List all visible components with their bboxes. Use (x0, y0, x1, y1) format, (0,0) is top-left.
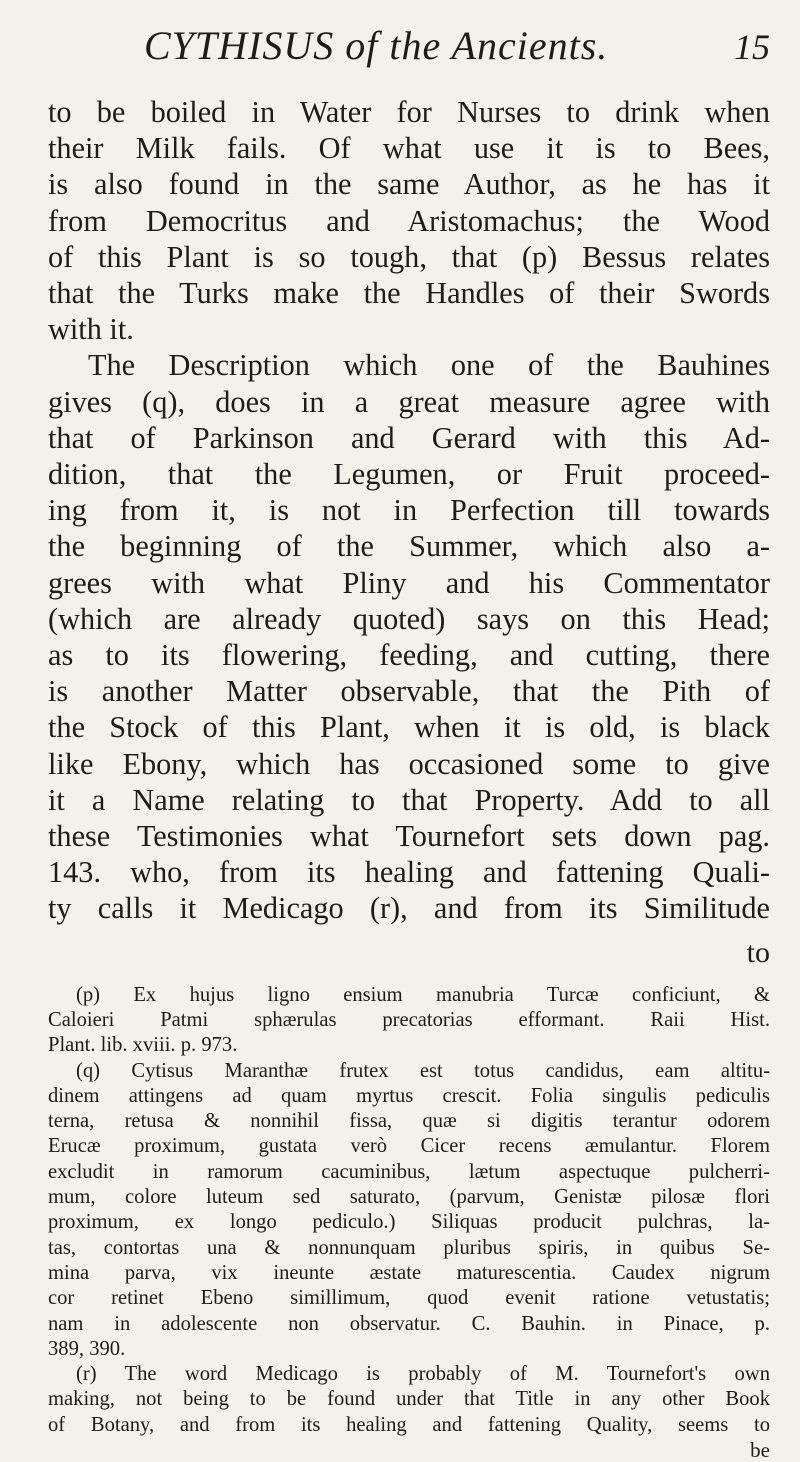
text-line: the Stock of this Plant, when it is old, is black (48, 710, 770, 745)
footnote-line: of Botany, and from its healing and fattening Quality, seems to (48, 1413, 770, 1436)
footnote-line: proximum, ex longo pediculo.) Siliquas producit pulchras, la- (48, 1211, 770, 1234)
text-line: with it. (48, 312, 134, 347)
text-line: that the Turks make the Handles of their Swords (48, 276, 770, 311)
footnote-line: making, not being to be found under that Title in any other Book (48, 1388, 770, 1411)
text-line: ing from it, is not in Perfection till towards (48, 493, 770, 528)
text-line: it a Name relating to that Property. Add to all (48, 782, 770, 817)
text-line: that of Parkinson and Gerard with this Ad- (48, 420, 770, 455)
footnote-catchword: be (750, 1438, 770, 1462)
book-page (48, 22, 770, 1462)
text-line: of this Plant is so tough, that (p) Bessus relates (48, 239, 770, 274)
footnote-line: mum, colore luteum sed saturato, (parvum, Genistæ pilosæ flori (48, 1186, 770, 1209)
footnote-line: (r) The word Medicago is probably of M. Tournefort's own (76, 1363, 770, 1386)
footnote-line: 389, 390. (48, 1337, 126, 1360)
footnote-line: (p) Ex hujus ligno ensium manubria Turcæ conficiunt, & (76, 983, 770, 1006)
text-line: gives (q), does in a great measure agree with (48, 384, 770, 419)
page-header (48, 22, 770, 94)
text-line: to be boiled in Water for Nurses to drink when (48, 95, 770, 129)
text-line: The Description which one of the Bauhines (88, 348, 770, 383)
text-line: their Milk fails. Of what use it is to Bees, (48, 131, 770, 166)
text-line: these Testimonies what Tournefort sets down pag. (48, 819, 770, 854)
text-line: as to its flowering, feeding, and cutting, there (48, 638, 770, 673)
catchword: to (746, 935, 770, 969)
footnote-line: terna, retusa & nonnihil fissa, quæ si digitis terantur odorem (48, 1110, 770, 1133)
footnote-line: dinem attingens ad quam myrtus crescit. Folia singulis pediculis (48, 1084, 770, 1107)
text-line: is also found in the same Author, as he has it (48, 167, 770, 202)
main-text (48, 94, 770, 973)
footnote-line: mina parva, vix ineunte æstate maturescentia. Caudex nigrum (48, 1261, 770, 1284)
footnote-line: Caloieri Patmi sphærulas precatorias efformant. Raii Hist. (48, 1008, 770, 1031)
text-line: grees with what Pliny and his Commentator (48, 565, 770, 600)
footnote-line: nam in adolescente non observatur. C. Bauhin. in Pinace, p. (48, 1312, 770, 1335)
footnote-line: Plant. lib. xviii. p. 973. (48, 1034, 238, 1057)
text-line: is another Matter observable, that the Pith of (48, 674, 770, 709)
text-line: (which are already quoted) says on this Head; (48, 601, 770, 636)
text-line: 143. who, from its healing and fattening Quali- (48, 855, 770, 890)
text-line: like Ebony, which has occasioned some to give (48, 746, 770, 781)
footnote-line: Erucæ proximum, gustata verò Cicer recens æmulantur. Florem (48, 1135, 770, 1158)
text-line: dition, that the Legumen, or Fruit proceed- (48, 457, 770, 492)
text-line: ty calls it Medicago (r), and from its Similitude (48, 891, 770, 926)
text-line: from Democritus and Aristomachus; the Wood (48, 203, 770, 238)
footnote-line: (q) Cytisus Maranthæ frutex est totus candidus, eam altitu- (76, 1059, 770, 1082)
footnote-line: cor retinet Ebeno simillimum, quod evenit ratione vetustatis; (48, 1287, 770, 1310)
footnote-line: excludit in ramorum cacuminibus, lætum aspectuque pulcherri- (48, 1160, 770, 1183)
running-head: CYTHISUS of the Ancients. (144, 23, 609, 68)
footnote-line: tas, contortas una & nonnunquam pluribus spiris, in quibus Se- (48, 1236, 770, 1259)
text-line: the beginning of the Summer, which also a- (48, 529, 770, 564)
footnotes (48, 983, 770, 1462)
page-number: 15 (734, 27, 770, 67)
